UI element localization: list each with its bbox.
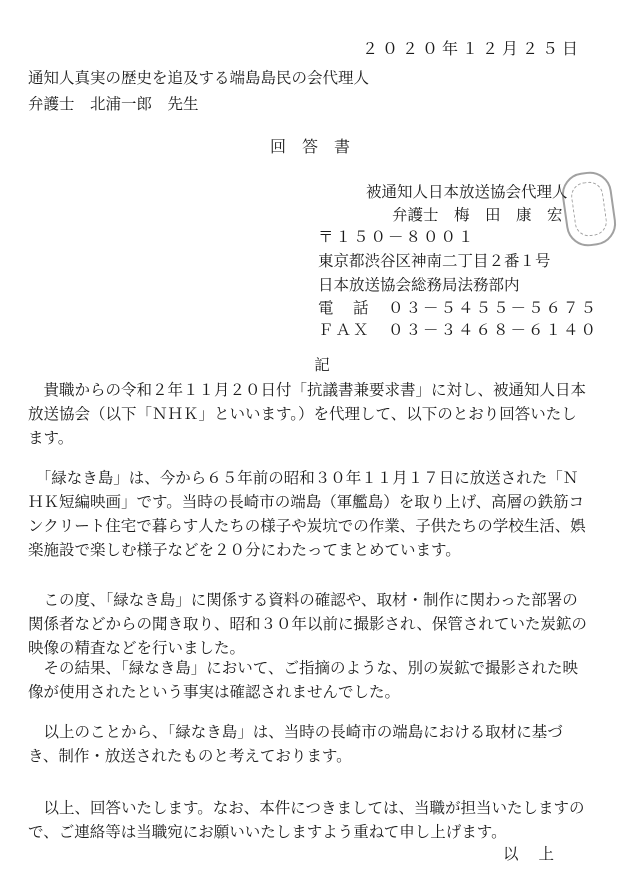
- addressee-name: 弁護士 北浦一郎 先生: [28, 95, 199, 113]
- body-paragraph: 「緑なき島」は、今から６５年前の昭和３０年１１月１７日に放送された「ＮＨＫ短編映画」です。当時の長崎市の端島（軍艦島）を取り上げ、高層の鉄筋コンクリート住宅で暮らす人たちの様子や炭坑での作業、子供たちの学校生活、娯楽施設で楽しむ様子などを２０分にわたってまとめています。: [28, 469, 586, 559]
- body-paragraph: 以上、回答いたします。なお、本件につきましては、当職が担当いたしますので、ご連絡等は当職宛にお願いいたしますよう重ねて申し上げます。: [28, 799, 585, 841]
- document-date: ２０２０年１２月２５日: [361, 39, 582, 58]
- document-title: [0, 134, 620, 157]
- body-paragraph: 貴職からの令和２年１１月２０日付「抗議書兼要求書」に対し、被通知人日本放送協会（以下「ＮＨＫ」といいます。）を代理して、以下のとおり回答いたします。: [28, 381, 587, 447]
- ki-heading: 記: [314, 356, 330, 374]
- addressee-organization: 通知人真実の歴史を追及する端島島民の会代理人: [28, 69, 370, 87]
- sender-organization: 被通知人日本放送協会代理人: [366, 183, 568, 201]
- body-paragraph: その結果、「緑なき島」において、ご指摘のような、別の炭鉱で撮影された映像が使用されたという事実は確認されませんでした。: [28, 659, 578, 701]
- seal-stamp: [559, 169, 619, 249]
- body-paragraph: この度、「緑なき島」に関係する資料の確認や、取材・制作に関わった部署の関係者などからの聞き取り、昭和３０年以前に撮影され、保管されていた炭鉱の映像の精査などを行いました。: [28, 591, 587, 657]
- seal-stamp-inner: [569, 180, 608, 238]
- sender-postal-code: 〒１５０－８００１: [318, 228, 476, 246]
- closing-mark: 以上: [502, 845, 574, 863]
- document-title-text: 回 答 書: [269, 137, 350, 156]
- sender-fax: ＦＡＸ ０３－３４６８－６１４０: [318, 321, 599, 339]
- sender-address: 東京都渋谷区神南二丁目２番１号: [318, 252, 551, 270]
- sender-lawyer: 弁護士 梅 田 康 宏: [392, 206, 563, 224]
- body-paragraph: 以上のことから、「緑なき島」は、当時の長崎市の端島における取材に基づき、制作・放送されたものと考えております。: [28, 723, 563, 765]
- sender-telephone: 電 話 ０３－５４５５－５６７５: [318, 299, 599, 317]
- sender-department: 日本放送協会総務局法務部内: [318, 276, 520, 294]
